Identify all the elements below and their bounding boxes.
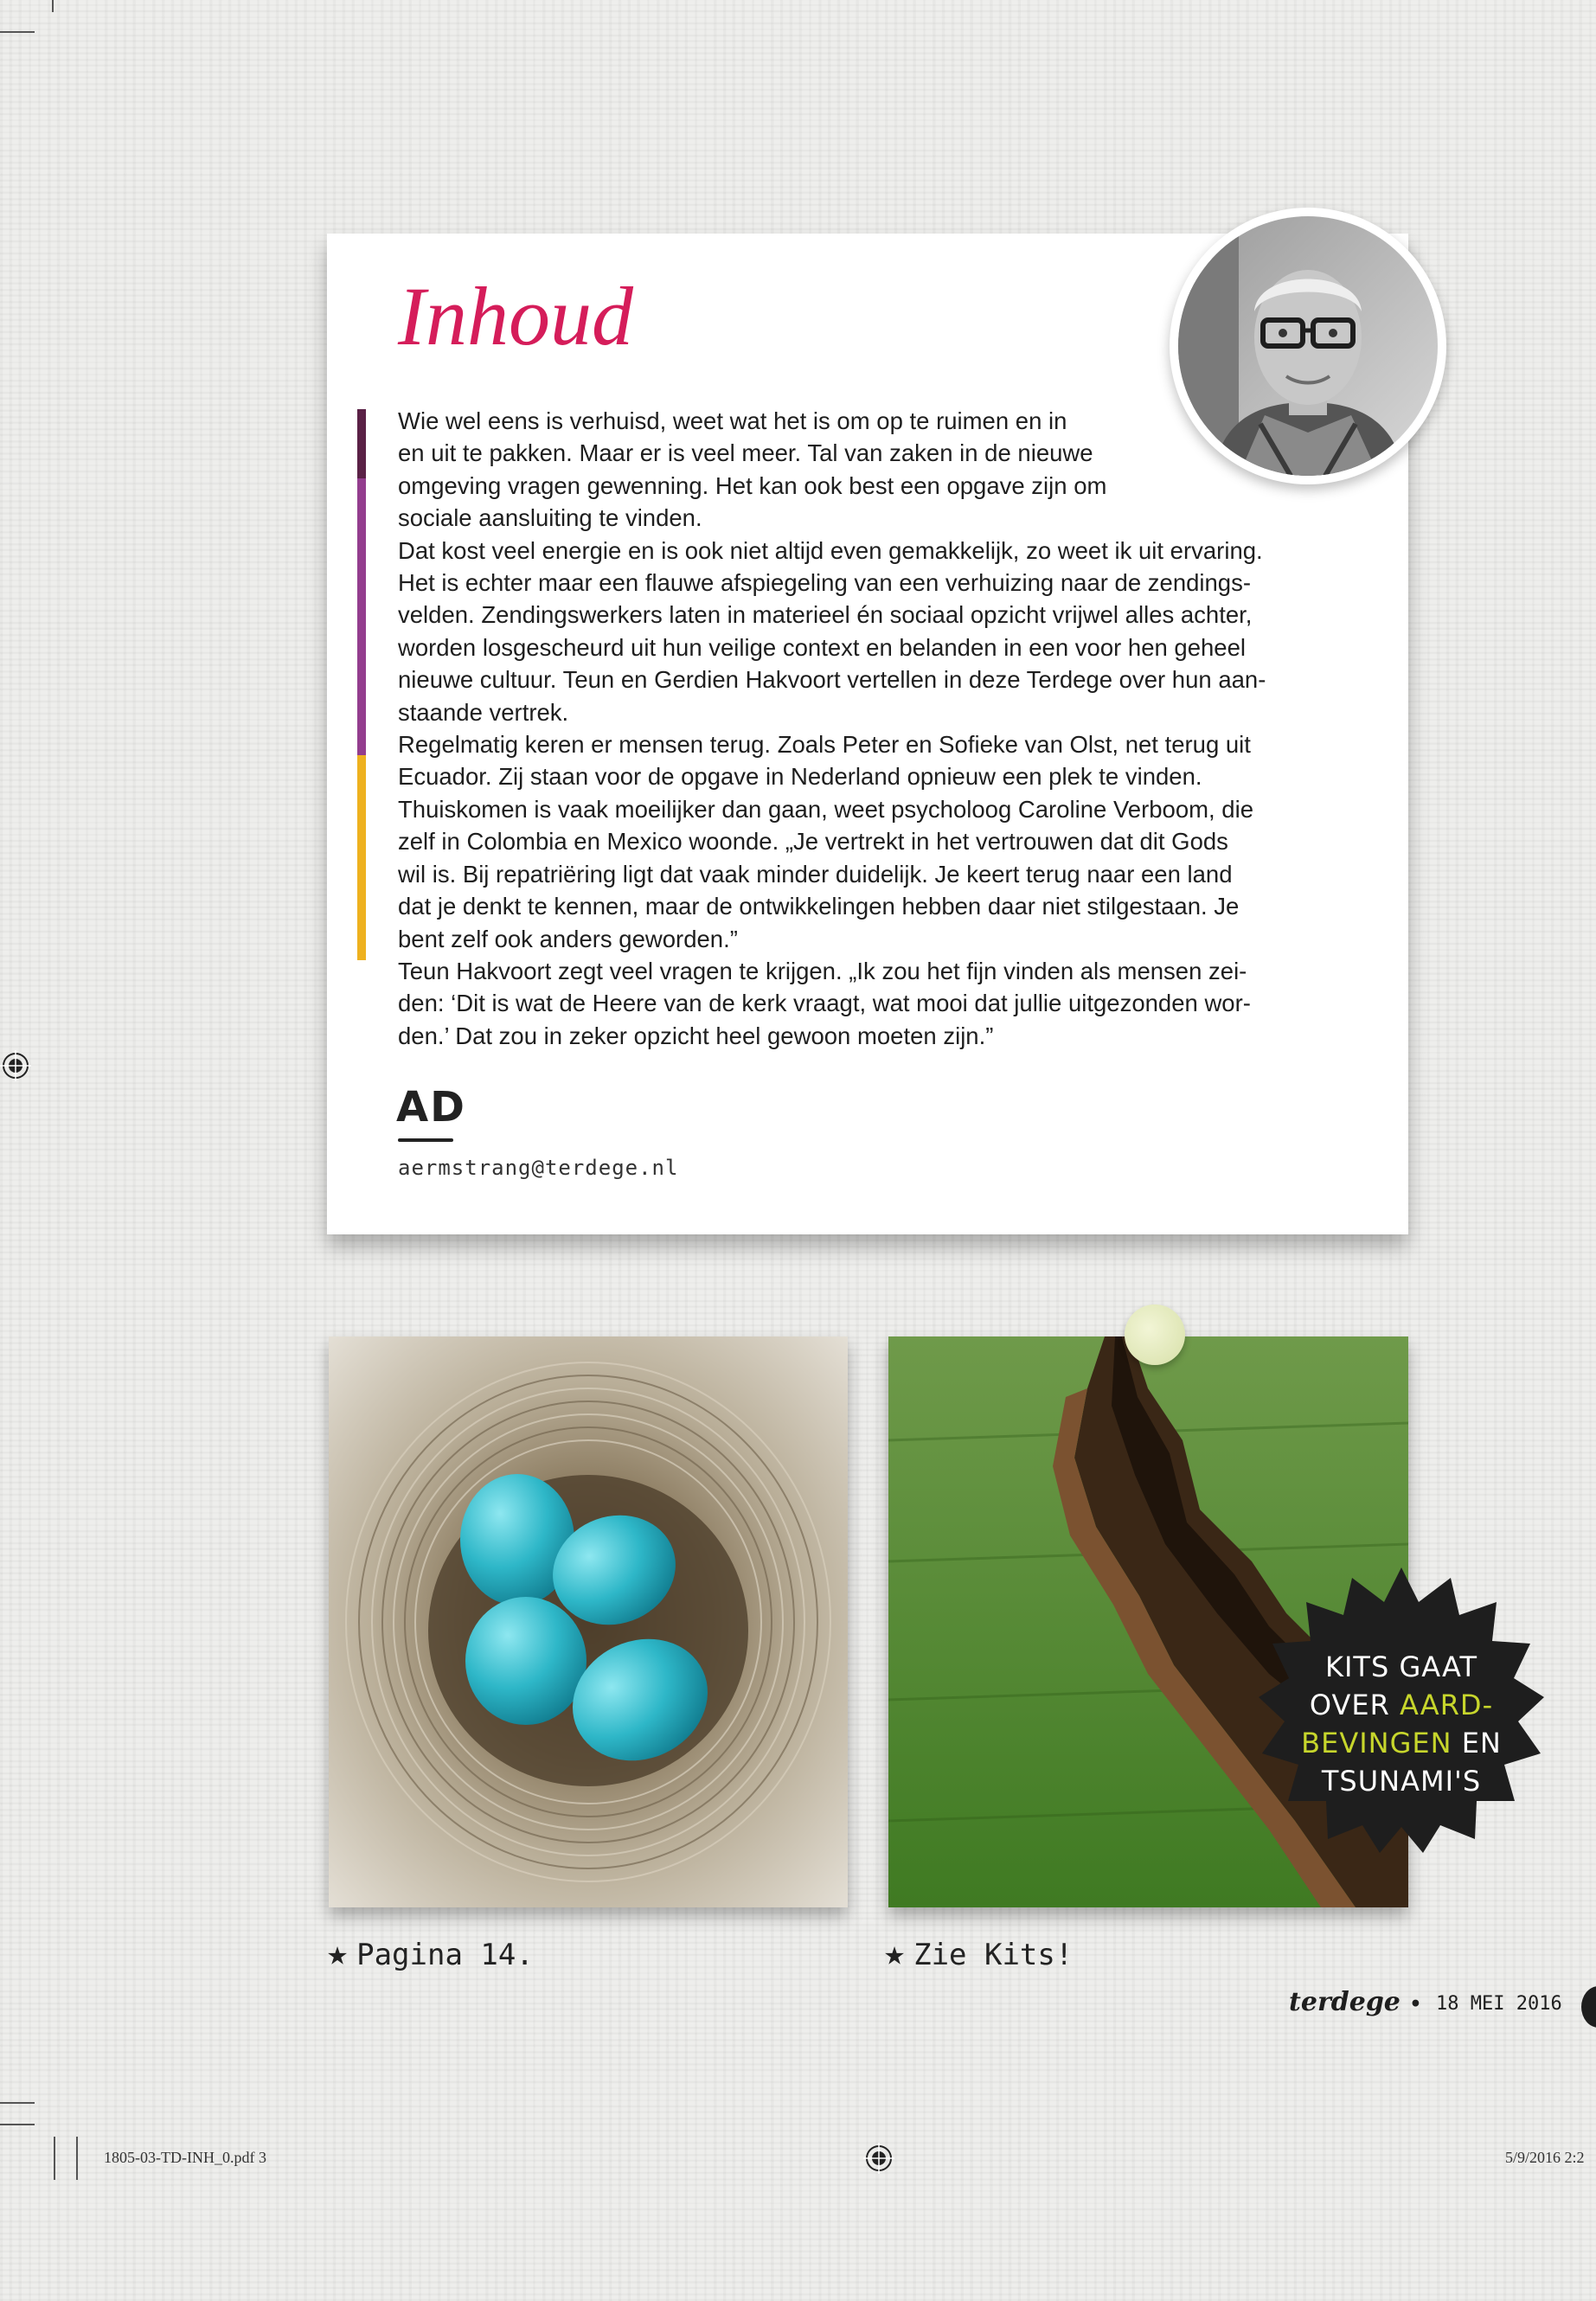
text-line: den.’ Dat zou in zeker opzicht heel gewoon moeten zijn.” — [398, 1022, 994, 1049]
burst-line — [1289, 1724, 1514, 1762]
text-line: den: ‘Dit is wat de Heere van de kerk vraagt, wat mooi dat jullie uitgezonden wor- — [398, 990, 1251, 1017]
article-body — [398, 405, 1388, 1052]
caption-text: Pagina 14. — [356, 1938, 534, 1972]
text-line: en uit te pakken. Maar er is veel meer. Tal van zaken in de nieuwe — [398, 439, 1093, 467]
caption-nest — [327, 1933, 534, 1973]
text-line: dat je denkt te kennen, maar de ontwikkelingen hebben daar niet stilgestaan. Je — [398, 893, 1240, 920]
text-line: sociale aansluiting te vinden. — [398, 504, 702, 532]
burst-line — [1289, 1686, 1514, 1724]
author-portrait — [1170, 208, 1446, 484]
nest-image — [329, 1336, 848, 1907]
text-line: zelf in Colombia en Mexico woonde. „Je vertrekt in het vertrouwen dat dit Gods — [398, 828, 1228, 856]
caption-text: Zie Kits! — [913, 1938, 1074, 1972]
text-line: staande vertrek. — [398, 698, 569, 726]
text-line: Dat kost veel energie en is ook niet altijd even gemakkelijk, zo weet ik uit ervaring. — [398, 536, 1263, 564]
accent-bar-middle — [357, 478, 366, 755]
signature-underline — [398, 1138, 453, 1142]
page-title: Inhoud — [398, 270, 633, 362]
text-line: velden. Zendingswerkers laten in materieel én sociaal opzicht vrijwel alles achter, — [398, 601, 1253, 629]
accent-bar-top — [357, 409, 366, 478]
crop-mark — [0, 2102, 35, 2104]
footer-separator: • — [1409, 1993, 1422, 2016]
crop-mark — [0, 2124, 35, 2125]
magazine-brand — [1289, 1987, 1421, 2017]
star-icon: ★ — [884, 1933, 906, 1973]
photo-bird-nest — [329, 1336, 848, 1907]
paragraph-quote — [398, 955, 1388, 1052]
text-line: Teun Hakvoort zegt veel vragen te krijgen. „Ik zou het fijn vinden als mensen zei- — [398, 957, 1247, 984]
text-line: omgeving vragen gewenning. Het kan ook best een opgave zijn om — [398, 471, 1107, 499]
portrait-image — [1178, 216, 1438, 476]
paragraph-experience — [398, 535, 1388, 728]
paragraph-return — [398, 728, 1388, 955]
author-email[interactable]: aermstrang@terdege.nl — [398, 1156, 679, 1180]
crop-mark — [52, 0, 54, 12]
text-line: worden losgescheurd uit hun veilige context en belanden in een voor hen geheel — [398, 633, 1247, 661]
caption-crack — [884, 1933, 1073, 1973]
text-line: nieuwe cultuur. Teun en Gerdien Hakvoort vertellen in deze Terdege over hun aan- — [398, 666, 1266, 694]
registration-mark-icon — [0, 1050, 31, 1081]
print-slug-timestamp: 5/9/2016 2:2 — [1505, 2149, 1585, 2166]
text-line: Ecuador. Zij staan voor de opgave in Nederland opnieuw een plek te vinden. — [398, 763, 1202, 791]
print-slug-file: 1805-03-TD-INH_0.pdf 3 — [104, 2149, 266, 2166]
burst-line: TSUNAMI'S — [1321, 1765, 1482, 1798]
crop-mark — [76, 2137, 78, 2180]
crop-mark — [0, 31, 35, 33]
accent-bar-bottom — [357, 755, 366, 960]
photo-pin — [1125, 1304, 1185, 1365]
text-line: bent zelf ook anders geworden.” — [398, 925, 738, 952]
paragraph-intro — [398, 405, 1159, 535]
registration-mark-icon — [863, 2143, 894, 2174]
burst-text-part: EN — [1452, 1727, 1502, 1759]
brand-name: terdege — [1289, 1987, 1401, 2017]
text-line: Regelmatig keren er mensen terug. Zoals Peter en Sofieke van Olst, net terug uit — [398, 731, 1251, 759]
text-line: Wie wel eens is verhuisd, weet wat het is om op te ruimen en in — [398, 407, 1067, 434]
burst-accent-text: AARD- — [1400, 1689, 1494, 1721]
author-signature: AD — [396, 1083, 466, 1131]
burst-accent-text: BEVINGEN — [1301, 1727, 1452, 1759]
text-line: Het is echter maar een flauwe afspiegeling van een verhuizing naar de zendings- — [398, 569, 1252, 597]
starburst-text — [1289, 1648, 1514, 1800]
crop-mark — [54, 2137, 55, 2180]
burst-line: KITS GAAT — [1325, 1650, 1477, 1683]
burst-text-part: OVER — [1309, 1689, 1401, 1721]
page-number-tab — [1581, 1986, 1596, 2028]
star-icon: ★ — [327, 1933, 349, 1973]
text-line: wil is. Bij repatriëring ligt dat vaak minder duidelijk. Je keert terug naar een land — [398, 860, 1233, 888]
text-line: Thuiskomen is vaak moeilijker dan gaan, weet psycholoog Caroline Verboom, die — [398, 795, 1254, 823]
issue-date: 18 MEI 2016 — [1436, 1993, 1562, 2015]
